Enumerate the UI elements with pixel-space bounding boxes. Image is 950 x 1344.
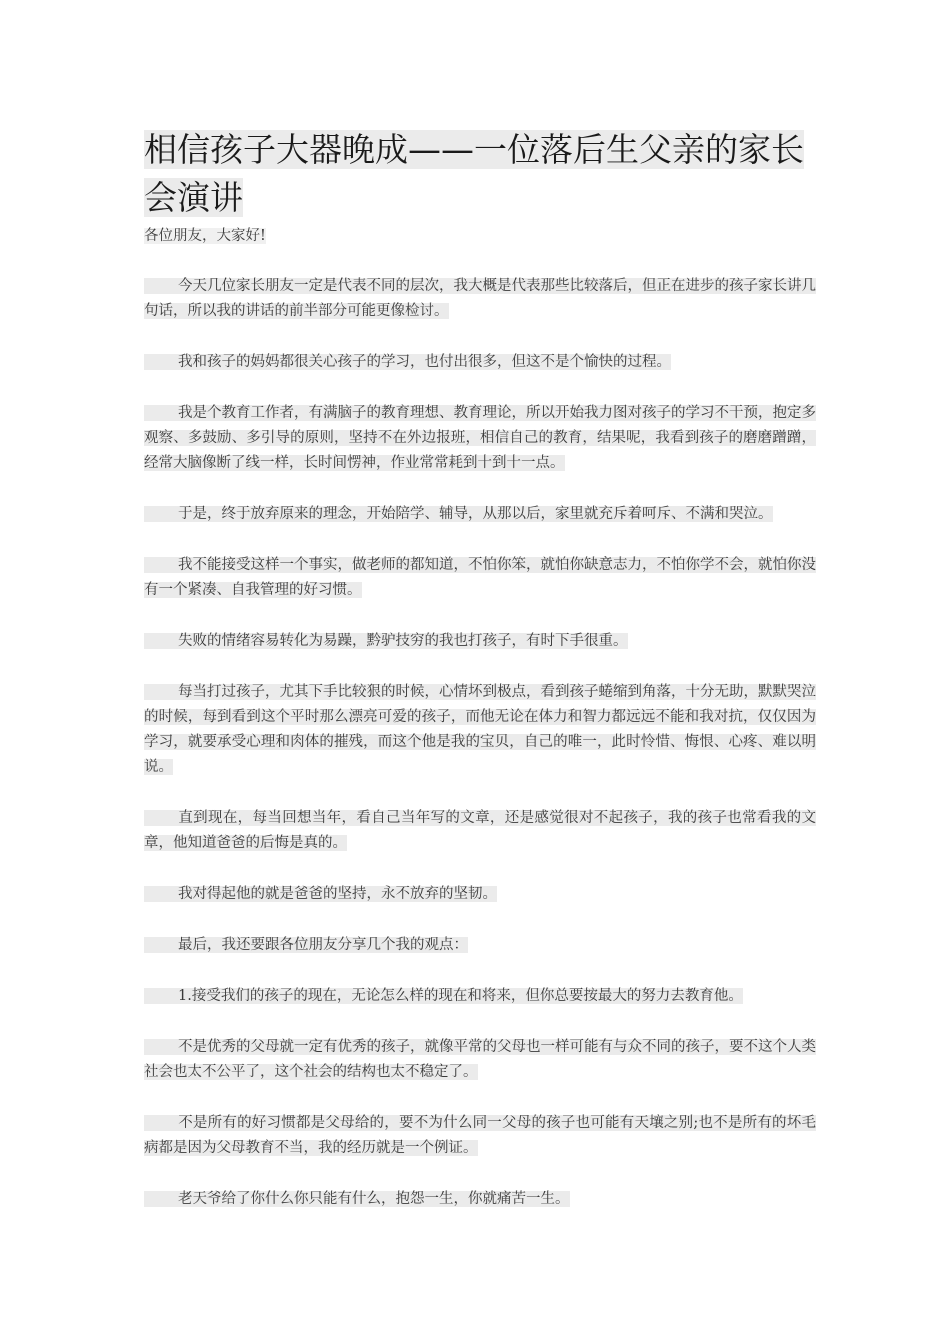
greeting: 各位朋友，大家好!	[144, 228, 266, 244]
paragraph-7: 每当打过孩子，尤其下手比较狠的时候，心情坏到极点，看到孩子蜷缩到角落，十分无助，默默哭泣的时候，每到看到这个平时那么漂亮可爱的孩子，而他无论在体力和智力都远远不能和我对抗，仅仅因为学习，就要承受心理和肉体的摧残，而这个他是我的宝贝，自己的唯一，此时怜惜、悔恨、心疼、难以明说。	[144, 684, 816, 775]
paragraph-13: 不是所有的好习惯都是父母给的，要不为什么同一父母的孩子也可能有天壤之别;也不是所有的坏毛病都是因为父母教育不当，我的经历就是一个例证。	[144, 1115, 816, 1156]
paragraph-2: 我和孩子的妈妈都很关心孩子的学习，也付出很多，但这不是个愉快的过程。	[144, 350, 816, 375]
paragraph-1: 今天几位家长朋友一定是代表不同的层次，我大概是代表那些比较落后，但正在进步的孩子家长讲几句话，所以我的讲话的前半部分可能更像检讨。	[144, 278, 816, 319]
paragraph-6: 失败的情绪容易转化为易躁，黔驴技穷的我也打孩子，有时下手很重。	[144, 629, 816, 654]
paragraph-3: 我是个教育工作者，有满脑子的教育理想、教育理论，所以开始我力图对孩子的学习不干预，抱定多观察、多鼓励、多引导的原则，坚持不在外边报班，相信自己的教育，结果呢，我看到孩子的磨磨蹭蹭，经常大脑像断了线一样，长时间愣神，作业常常耗到十到十一点。	[144, 405, 816, 471]
paragraph-11: 1.接受我们的孩子的现在，无论怎么样的现在和将来，但你总要按最大的努力去教育他。	[144, 984, 816, 1009]
page-title: 相信孩子大器晚成——一位落后生父亲的家长会演讲	[144, 130, 804, 217]
paragraph-14: 老天爷给了你什么你只能有什么，抱怨一生，你就痛苦一生。	[144, 1187, 816, 1212]
document-body	[144, 126, 816, 1212]
paragraph-9: 我对得起他的就是爸爸的坚持，永不放弃的坚韧。	[144, 882, 816, 907]
paragraph-12: 不是优秀的父母就一定有优秀的孩子，就像平常的父母也一样可能有与众不同的孩子，要不这个人类社会也太不公平了，这个社会的结构也太不稳定了。	[144, 1039, 816, 1080]
paragraph-8: 直到现在，每当回想当年，看自己当年写的文章，还是感觉很对不起孩子，我的孩子也常看我的文章，他知道爸爸的后悔是真的。	[144, 810, 816, 851]
paragraph-10: 最后，我还要跟各位朋友分享几个我的观点：	[144, 933, 816, 958]
paragraph-5: 我不能接受这样一个事实，做老师的都知道，不怕你笨，就怕你缺意志力，不怕你学不会，就怕你没有一个紧凑、自我管理的好习惯。	[144, 557, 816, 598]
paragraph-4: 于是，终于放弃原来的理念，开始陪学、辅导，从那以后，家里就充斥着呵斥、不满和哭泣。	[144, 502, 816, 527]
